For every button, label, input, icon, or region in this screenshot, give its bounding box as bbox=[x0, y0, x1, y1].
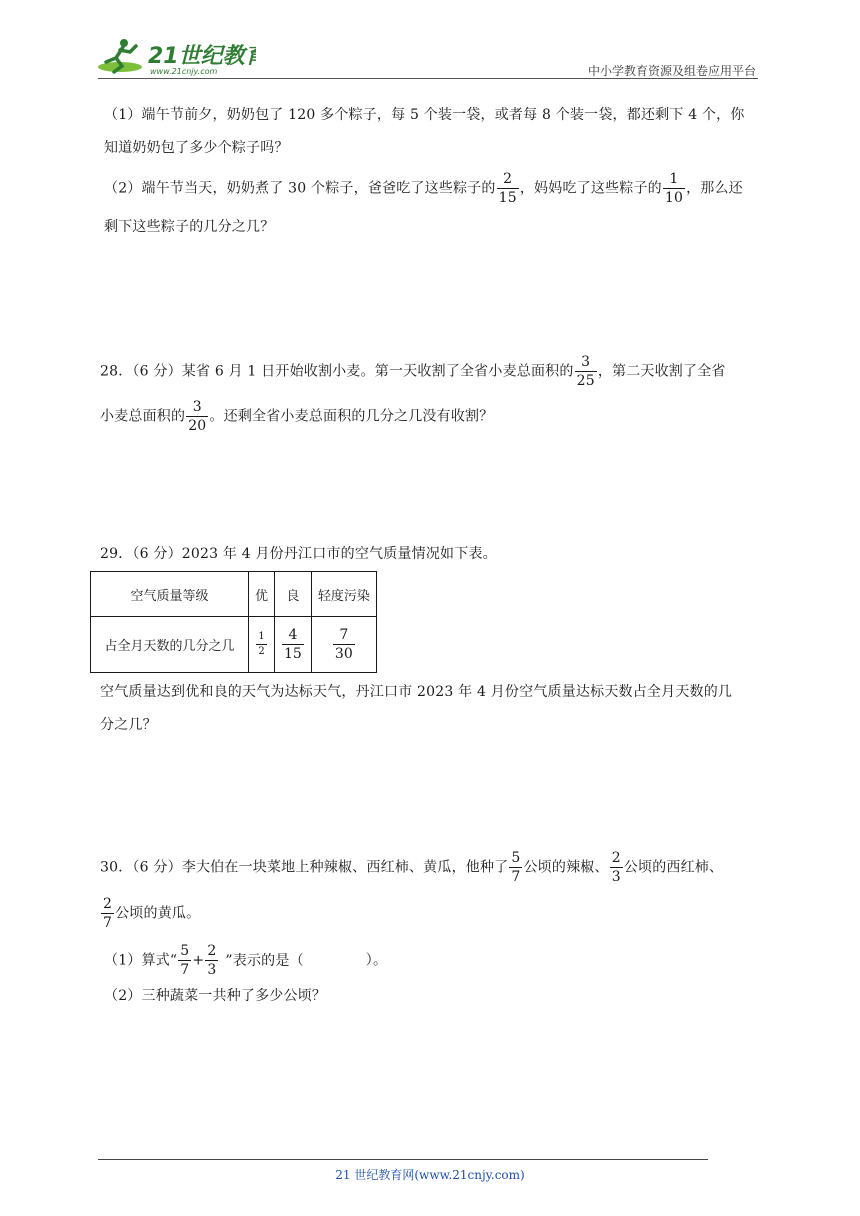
q27-part2-text-c: ，那么还 bbox=[686, 180, 743, 197]
q28-line2 bbox=[100, 400, 493, 433]
plus-sign: + bbox=[192, 952, 205, 969]
fraction bbox=[509, 851, 522, 884]
q30-part1-text-b: ”表示的是（ bbox=[225, 952, 304, 969]
q29-intro: 29．（6 分）2023 年 4 月份丹江口市的空气质量情况如下表。 bbox=[100, 546, 497, 562]
fraction-numerator: 2 bbox=[207, 943, 217, 959]
q30-text-a: 30．（6 分）李大伯在一块菜地上种辣椒、西红柿、黄瓜，他种了 bbox=[100, 859, 509, 876]
fraction bbox=[256, 632, 266, 657]
fraction-numerator: 2 bbox=[503, 171, 513, 187]
fraction-numerator: 2 bbox=[103, 896, 113, 912]
fraction bbox=[178, 944, 191, 977]
q30-line1 bbox=[100, 851, 723, 884]
table-row bbox=[91, 617, 377, 673]
fraction bbox=[205, 944, 218, 977]
fraction-denominator: 25 bbox=[576, 373, 595, 389]
q30-text-c: 公顷的西红柿、 bbox=[623, 859, 724, 876]
q28-text-c: 小麦总面积的 bbox=[100, 408, 186, 425]
q30-text-b: 公顷的辣椒、 bbox=[523, 859, 609, 876]
q30-part1-text-c: ）。 bbox=[365, 952, 388, 969]
logo-url: www.21cnjy.com bbox=[150, 67, 218, 76]
table-cell bbox=[275, 617, 312, 673]
fraction-denominator: 20 bbox=[188, 418, 207, 434]
fraction bbox=[101, 897, 114, 930]
fraction-numerator: 7 bbox=[339, 627, 349, 643]
fraction bbox=[610, 851, 623, 884]
fraction-denominator: 15 bbox=[284, 646, 302, 662]
fraction bbox=[663, 172, 685, 205]
platform-name: 中小学教育资源及组卷应用平台 bbox=[587, 64, 756, 78]
q30-part1 bbox=[104, 944, 387, 977]
site-logo bbox=[96, 36, 256, 78]
fraction bbox=[333, 628, 355, 661]
table-cell bbox=[311, 617, 376, 673]
q27-part2-text-a: （2）端午节当天，奶奶煮了 30 个粽子，爸爸吃了这些粽子的 bbox=[104, 180, 496, 197]
table-header-cell: 轻度污染 bbox=[311, 572, 376, 617]
fraction bbox=[282, 628, 304, 661]
fraction-denominator: 2 bbox=[258, 646, 265, 657]
fraction-numerator: 1 bbox=[258, 631, 265, 642]
header-divider bbox=[98, 78, 758, 79]
q27-part2-line1 bbox=[104, 172, 743, 205]
fraction-denominator: 7 bbox=[103, 915, 113, 931]
q30-text-d: 公顷的黄瓜。 bbox=[115, 905, 201, 922]
fraction-numerator: 2 bbox=[611, 850, 621, 866]
footer-divider bbox=[98, 1159, 708, 1160]
fraction-numerator: 4 bbox=[288, 627, 298, 643]
fraction bbox=[497, 172, 519, 205]
fraction-denominator: 10 bbox=[664, 190, 684, 206]
q30-part1-text-a: （1）算式“ bbox=[104, 952, 178, 969]
q27-part1-line2: 知道奶奶包了多少个粽子吗？ bbox=[104, 140, 289, 156]
fraction-denominator: 15 bbox=[498, 190, 517, 206]
table-header-cell: 空气质量等级 bbox=[91, 572, 249, 617]
fraction-denominator: 3 bbox=[611, 869, 621, 885]
footer-link[interactable]: 21 世纪教育网(www.21cnjy.com) bbox=[335, 1168, 525, 1182]
fraction-denominator: 7 bbox=[180, 962, 190, 978]
q27-part2-line2: 剩下这些粽子的几分之几？ bbox=[104, 219, 275, 235]
q27-part2-text-b: ，妈妈吃了这些粽子的 bbox=[519, 180, 662, 197]
q30-part2: （2）三种蔬菜一共种了多少公顷？ bbox=[104, 988, 327, 1004]
table-row-label: 占全月天数的几分之几 bbox=[91, 617, 249, 673]
fraction-denominator: 30 bbox=[334, 646, 353, 662]
fraction-numerator: 5 bbox=[180, 943, 190, 959]
q30-line2 bbox=[100, 897, 200, 930]
fraction-denominator: 3 bbox=[207, 962, 217, 978]
table-header-row bbox=[91, 572, 377, 617]
q29-question-line1: 空气质量达到优和良的天气为达标天气，丹江口市 2023 年 4 月份空气质量达标天数占全月天数的几 bbox=[100, 684, 733, 700]
q27-part1-line1: （1）端午节前夕，奶奶包了 120 多个粽子，每 5 个装一袋，或者每 8 个装一袋，都还剩下 4 个，你 bbox=[104, 107, 745, 123]
fraction-numerator: 1 bbox=[669, 171, 679, 187]
q28-line1 bbox=[100, 355, 726, 388]
fraction-numerator: 3 bbox=[192, 399, 202, 415]
table-cell bbox=[249, 617, 275, 673]
logo-text: 21世纪教育 bbox=[148, 44, 256, 69]
runner-icon bbox=[96, 36, 256, 78]
fraction-denominator: 7 bbox=[511, 869, 521, 885]
q28-text-a: 28．（6 分）某省 6 月 1 日开始收割小麦。第一天收割了全省小麦总面积的 bbox=[100, 363, 574, 380]
fraction-numerator: 3 bbox=[581, 354, 591, 370]
fraction bbox=[186, 400, 208, 433]
air-quality-table bbox=[90, 571, 377, 673]
fraction bbox=[575, 355, 597, 388]
table-header-cell: 优 bbox=[249, 572, 275, 617]
fraction-numerator: 5 bbox=[511, 850, 521, 866]
q28-text-d: 。还剩全省小麦总面积的几分之几没有收割？ bbox=[209, 408, 494, 425]
q29-question-line2: 分之几？ bbox=[100, 717, 157, 733]
q28-text-b: ，第二天收割了全省 bbox=[597, 363, 726, 380]
table-header-cell: 良 bbox=[275, 572, 312, 617]
